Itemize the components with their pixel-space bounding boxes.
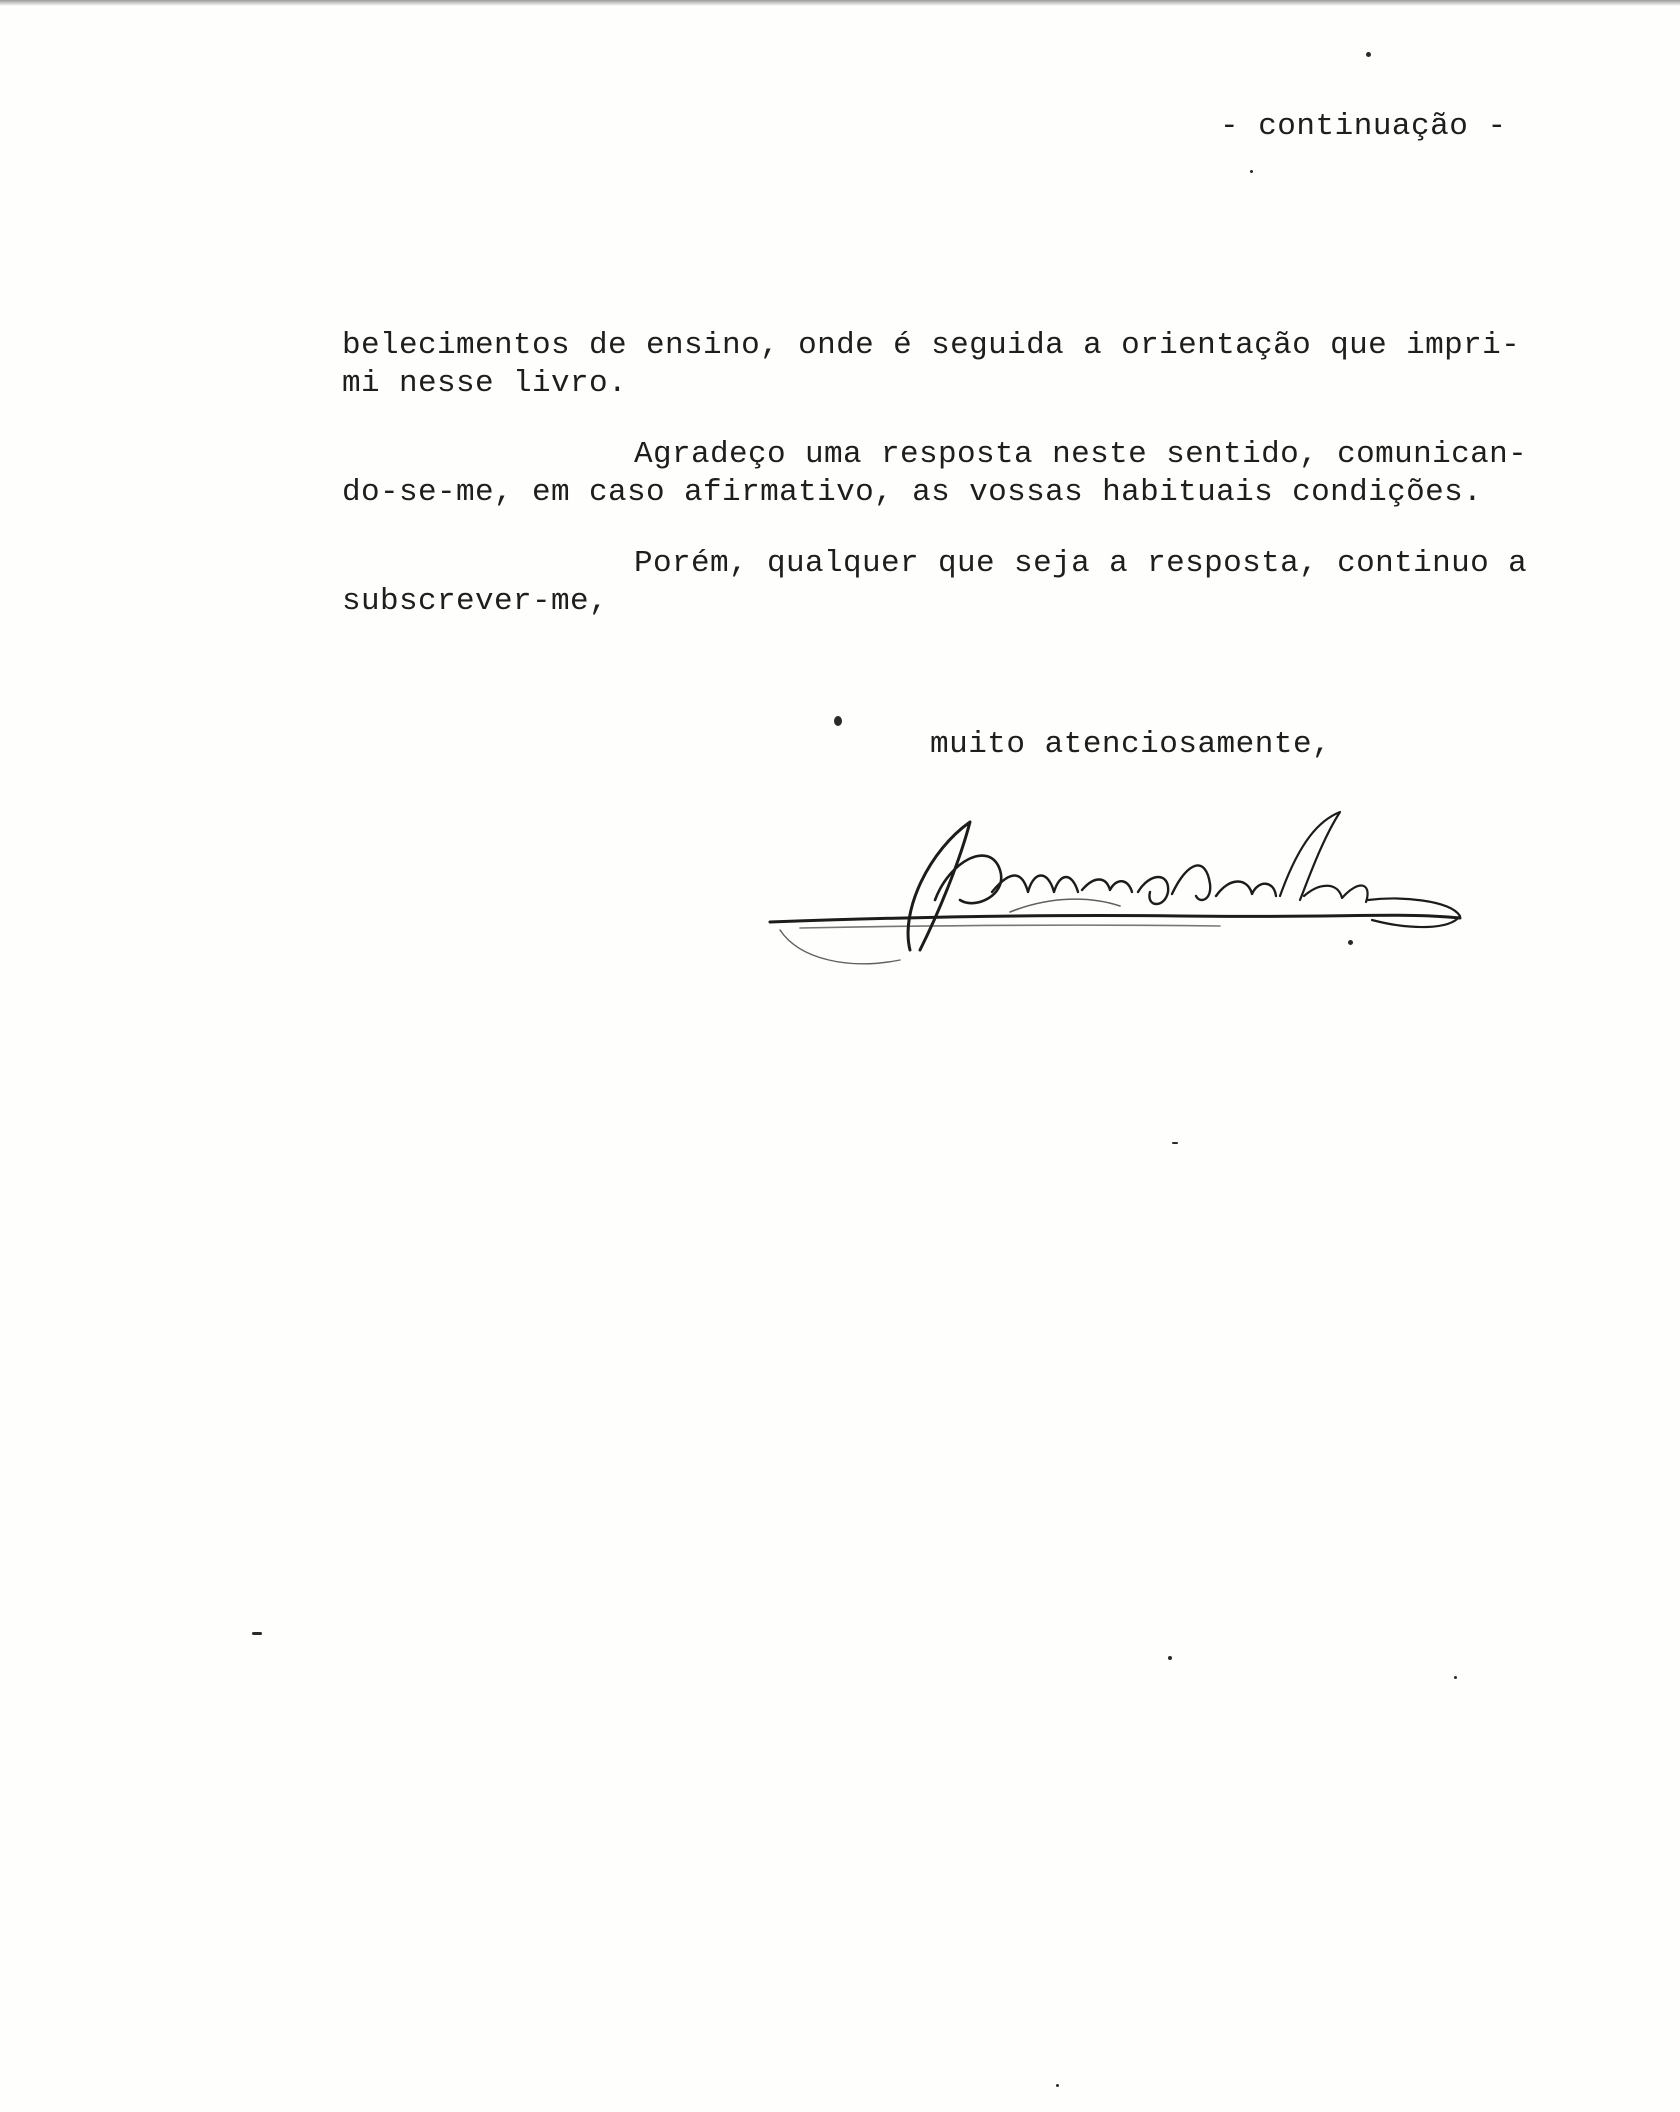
ink-speck [1454, 1676, 1457, 1679]
ink-speck [1056, 2084, 1059, 2087]
paragraph-2-line-1: Agradeço uma resposta neste sentido, comunican- [634, 437, 1528, 472]
continuation-header: - continuação - [1220, 109, 1507, 144]
paragraph-2-line-2: do-se-me, em caso afirmativo, as vossas habituais condições. [342, 475, 1483, 510]
paragraph-2 [342, 436, 1562, 512]
ink-speck [1168, 1656, 1172, 1660]
paragraph-3 [342, 545, 1562, 621]
closing-salutation: muito atenciosamente, [930, 727, 1332, 762]
handwritten-signature [760, 800, 1480, 980]
paragraph-1 [342, 327, 1562, 403]
ink-speck [1366, 52, 1371, 57]
scan-top-edge [0, 0, 1680, 6]
ink-speck [1250, 170, 1253, 173]
paragraph-1-line-1: belecimentos de ensino, onde é seguida a orientação que impri- [342, 328, 1521, 363]
paragraph-3-line-1: Porém, qualquer que seja a resposta, continuo a [634, 546, 1528, 581]
ink-speck [1348, 940, 1353, 945]
ink-speck [252, 1632, 262, 1635]
paragraph-3-line-2: subscrever-me, [342, 584, 609, 619]
paragraph-1-line-2: mi nesse livro. [342, 366, 628, 401]
ink-speck [834, 716, 842, 726]
ink-speck [1172, 1142, 1178, 1144]
